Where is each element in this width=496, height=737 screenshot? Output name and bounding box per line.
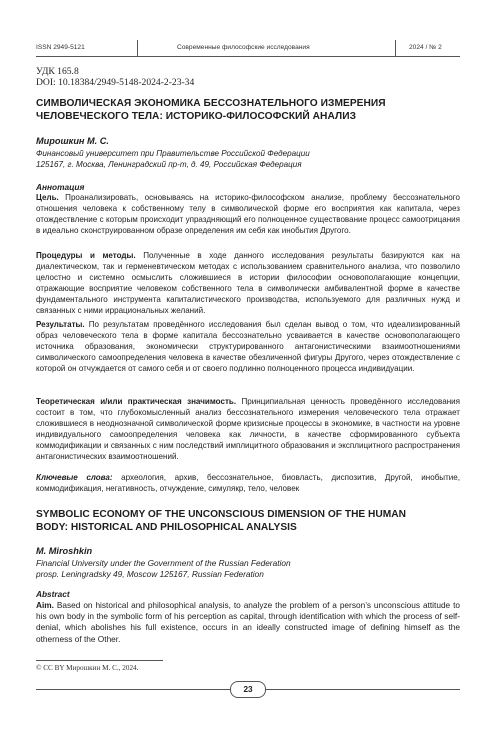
methods-label: Процедуры и методы. (36, 251, 136, 260)
issue-number: 2024 / № 2 (409, 44, 442, 51)
page-number: 23 (230, 681, 266, 698)
header-rule (36, 56, 460, 57)
keywords-ru (36, 473, 460, 495)
affiliation-line: Финансовый университет при Правительстве Российской Федерации (36, 149, 310, 158)
abstract-en-aim (36, 600, 460, 645)
header-divider-right (395, 40, 396, 56)
abstract-ru-significance (36, 397, 460, 462)
abstract-ru-results (36, 320, 460, 375)
keywords-label: Ключевые слова: (36, 473, 113, 482)
footnote-rule (36, 660, 163, 661)
results-label: Результаты. (36, 320, 85, 329)
author-en: M. Miroshkin (36, 546, 93, 556)
title-ru-line: ЧЕЛОВЕЧЕСКОГО ТЕЛА: ИСТОРИКО-ФИЛОСОФСКИЙ АНАЛИЗ (36, 111, 357, 122)
affiliation-line: Financial University under the Government of the Russian Federation (36, 558, 291, 568)
aim-text-en: Based on historical and philosophical analysis, to analyze the problem of a person’s unconscious attitude to his own body in the symbolic form of his perception as capital, through identification with which the process of self-denial, which abolishes his full existence, occurs in an ideally constructed image of defining himself as the otherness of the Other. (36, 600, 460, 644)
significance-label: Теоретическая и/или практическая значимость. (36, 397, 237, 406)
abstract-ru-methods (36, 251, 460, 316)
author-ru: Мирошкин М. С. (36, 136, 109, 146)
title-ru-line: СИМВОЛИЧЕСКАЯ ЭКОНОМИКА БЕССОЗНАТЕЛЬНОГО ИЗМЕРЕНИЯ (36, 98, 386, 109)
title-en-line: SYMBOLIC ECONOMY OF THE UNCONSCIOUS DIMENSION OF THE HUMAN (36, 509, 406, 520)
keywords-text: археология, архив, бессознательное, биовласть, диспозитив, Другой, инобытие, коммодификация, негативность, отчуждение, симулякр, тело, человек (36, 473, 460, 493)
copyright-footnote: © CC BY Мирошкин М. С., 2024. (36, 664, 139, 672)
title-en-line: BODY: HISTORICAL AND PHILOSOPHICAL ANALYSIS (36, 522, 297, 534)
affiliation-line: 125167, г. Москва, Ленинградский пр-т, д. 49, Российская Федерация (36, 159, 302, 169)
aim-label: Цель. (36, 193, 59, 202)
affiliation-ru (36, 149, 310, 170)
abstract-heading-en: Abstract (36, 589, 70, 599)
methods-text: Полученные в ходе данного исследования результаты базируются как на диалектическом, так и герменевтическом методах с использованием сравнительного анализа, что позволило целостно и системно осмыслить сложившиеся в истории философии основополагающие концепции, отражающие восприятие человеком собственного тела в символически амбивалентной форме в качестве фундаментального инструмента капиталистического производства, используемого для различных нужд и связанных с ними иррациональных желаний. (36, 251, 461, 315)
page-number-rule-left (36, 689, 230, 690)
header-divider-left (137, 40, 138, 56)
abstract-ru-aim (36, 193, 460, 237)
affiliation-line: prosp. Leningradsky 49, Moscow 125167, Russian Federation (36, 569, 264, 579)
article-title-en (36, 508, 466, 535)
udk-doi-block (36, 66, 194, 88)
abstract-heading-ru: Аннотация (36, 182, 85, 192)
affiliation-en (36, 558, 291, 580)
aim-label-en: Aim. (36, 600, 54, 610)
page-number-rule-right (265, 689, 460, 690)
significance-text: Принципиальная ценность проведённого исследования состоит в том, что глубокомысленный анализ бессознательного измерения человеческого тела отражает сложившиеся в неоднозначной символической форме кризисные процессы в экономике, в частности на уровне индивидуального самоопределения человека как личности, в качестве сформированного субъекта коммодификации и связанных с ним последствий имплицитного образования и эксплицитного распространения антагонистических взаимоотношений. (36, 397, 460, 461)
journal-name: Современные философские исследования (177, 44, 310, 51)
aim-text: Проанализировать, основываясь на историко-философском анализе, проблему бессознательного отношения человека к собственному телу в символической форме его восприятия как капитала, через отождествление с которым происходит упраздняющий его полноценное существование процесс самоотрицания в идеально сконструированном образе определения им себя как инобытия Другого. (36, 193, 460, 235)
results-text: По результатам проведённого исследования был сделан вывод о том, что идеализированный образ человеческого тела в форме капитала бессознательно усваивается в качестве основополагающего источника образования, экономически структурированного антагонистическими взаимоотношениями символического самоопределения человека в качестве обезличенной фигуры Другого, через отождествление с которой он отчуждается от самого себя и от своего подлинно полноценного процесса индивидуации. (36, 320, 460, 373)
udk: УДК 165.8 (36, 66, 79, 77)
doi: DOI: 10.18384/2949-5148-2024-2-23-34 (36, 77, 195, 89)
issn: ISSN 2949-5121 (36, 44, 85, 51)
article-title-ru (36, 97, 466, 123)
